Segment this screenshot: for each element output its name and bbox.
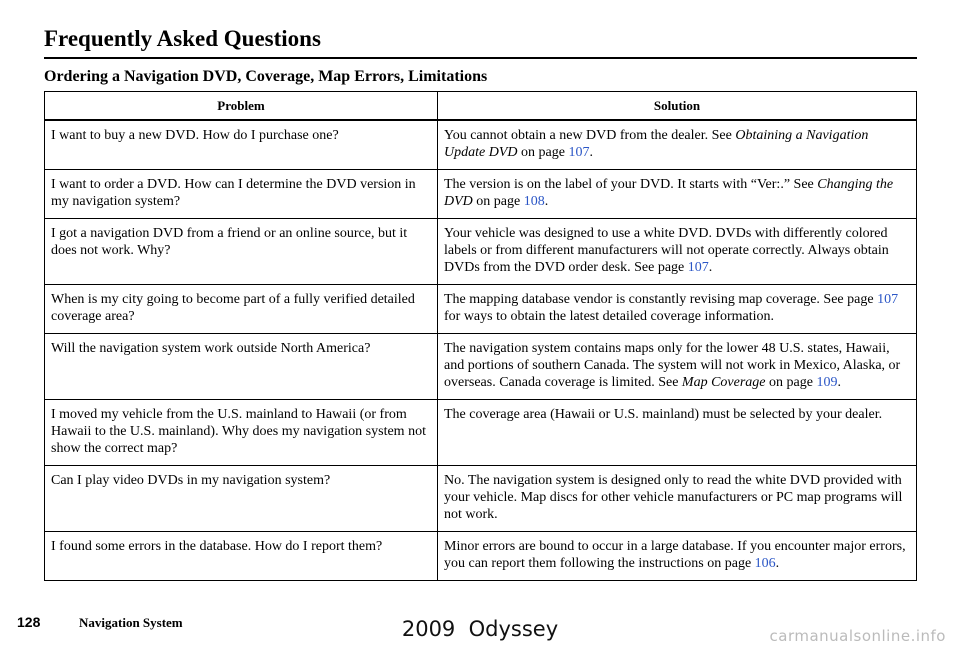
solution-text: . [589,145,593,160]
solution-column-header: Solution [438,92,917,121]
page-number: 128 [17,614,41,630]
problem-cell: When is my city going to become part of a fully verified detailed coverage area? [45,285,438,334]
solution-cell [438,170,917,219]
solution-text: on page [472,194,524,209]
solution-text: The mapping database vendor is constantly revising map coverage. See page [444,292,878,307]
page-reference-link[interactable]: 106 [754,556,776,571]
solution-text: . [708,260,713,275]
solution-cell [438,219,917,285]
solution-text: Your vehicle was designed to use a white DVD. DVDs with differently colored labels or from different manufacturers will not operate correctly. Always obtain DVDs from the DVD order desk. See page [444,226,889,275]
cross-reference-title: Changing the DVD [444,177,894,209]
solution-cell [438,285,917,334]
page-reference-link[interactable]: 108 [523,194,545,209]
problem-column-header: Problem [45,92,438,121]
faq-body [45,120,917,581]
solution-text: No. The navigation system is designed only to read the white DVD provided with your vehicle. Map discs for other vehicle manufacturers or PC map programs will not work. [444,473,903,522]
faq-row [45,400,917,466]
solution-text: The version is on the label of your DVD. It starts with “Ver:.” See [444,177,818,192]
faq-row [45,334,917,400]
vehicle-model: 2009 Odyssey [401,617,559,641]
solution-cell [438,120,917,170]
problem-cell: I want to order a DVD. How can I determine the DVD version in my navigation system? [45,170,438,219]
page-reference-link[interactable]: 107 [877,292,899,307]
problem-cell: I moved my vehicle from the U.S. mainland to Hawaii (or from Hawaii to the U.S. mainland). Why does my navigation system not show the correct map? [45,400,438,466]
page-title: Frequently Asked Questions [44,26,321,51]
solution-text: on page [517,145,569,160]
solution-text: The coverage area (Hawaii or U.S. mainland) must be selected by your dealer. [444,407,883,422]
faq-header-row [45,92,917,121]
problem-cell: I got a navigation DVD from a friend or an online source, but it does not work. Why? [45,219,438,285]
problem-cell: I found some errors in the database. How do I report them? [45,532,438,581]
problem-cell: I want to buy a new DVD. How do I purchase one? [45,120,438,170]
faq-row [45,532,917,581]
faq-row [45,285,917,334]
solution-text: . [544,194,549,209]
faq-row [45,170,917,219]
solution-text: You cannot obtain a new DVD from the dealer. See [444,128,736,143]
solution-text: for ways to obtain the latest detailed coverage information. [444,309,775,324]
cross-reference-title: Obtaining a Navigation Update DVD [444,128,869,160]
solution-text: Minor errors are bound to occur in a large database. If you encounter major errors, you can report them following the instructions on page [444,539,906,571]
problem-cell: Will the navigation system work outside North America? [45,334,438,400]
watermark-text: carmanualsonline.info [769,627,946,645]
solution-cell [438,532,917,581]
solution-cell [438,400,917,466]
section-heading: Ordering a Navigation DVD, Coverage, Map Errors, Limitations [44,68,488,85]
faq-row [45,219,917,285]
faq-table [44,91,917,581]
footer-section-label: Navigation System [79,615,183,630]
solution-text: . [837,375,841,390]
page-reference-link[interactable]: 107 [568,145,590,160]
solution-text: on page [765,375,817,390]
page-reference-link[interactable]: 109 [816,375,838,390]
faq-row [45,466,917,532]
title-rule [44,57,917,59]
faq-row [45,120,917,170]
cross-reference-title: Map Coverage [681,375,766,390]
solution-text: The navigation system contains maps only for the lower 48 U.S. states, Hawaii, and portions of southern Canada. The system will not work in Mexico, Alaska, or overseas. Canada coverage is limited. See [444,341,901,390]
page-reference-link[interactable]: 107 [687,260,709,275]
solution-text: . [775,556,780,571]
problem-cell: Can I play video DVDs in my navigation system? [45,466,438,532]
solution-cell [438,466,917,532]
solution-cell [438,334,917,400]
